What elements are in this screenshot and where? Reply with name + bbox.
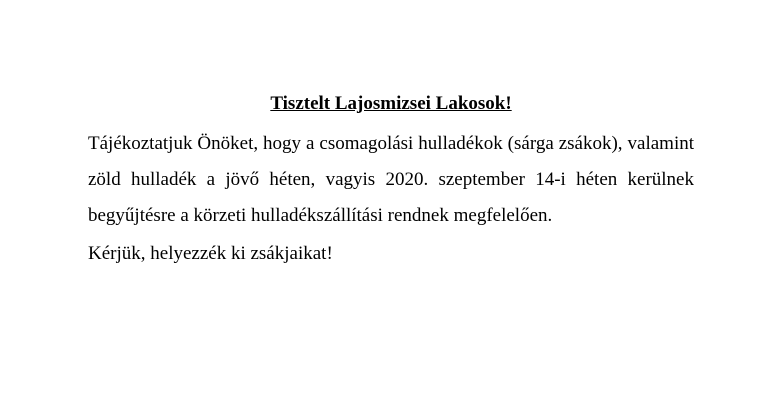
notice-closing: Kérjük, helyezzék ki zsákjaikat! (88, 243, 333, 264)
notice-title: Tisztelt Lajosmizsei Lakosok! (270, 93, 512, 114)
notice-document (88, 92, 694, 266)
notice-body: Tájékoztatjuk Önöket, hogy a csomagolási hulladékok (sárga zsákok), valamint zöld hulladék a jövő héten, vagyis 2020. szeptember 14-i héten kerülnek begyűjtésre a körzeti hulladékszállítási rendnek megfelelően. (88, 133, 694, 226)
